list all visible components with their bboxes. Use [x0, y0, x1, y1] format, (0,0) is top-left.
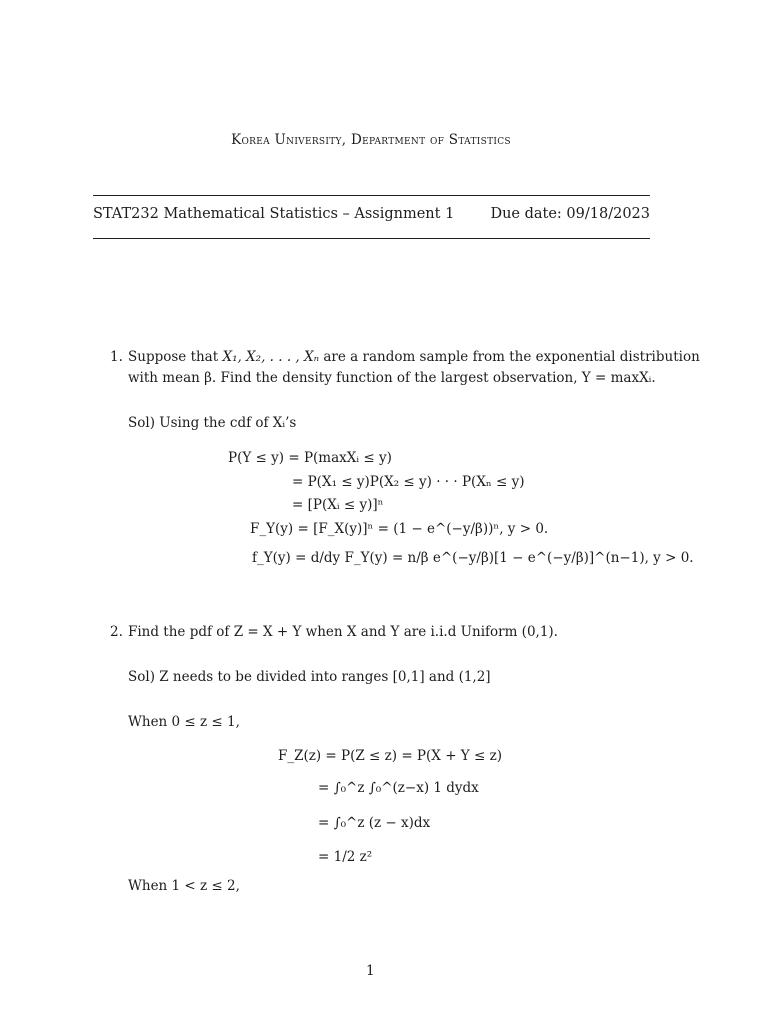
- q1-eq-2: = P(X₁ ≤ y)P(X₂ ≤ y) · · · P(Xₙ ≤ y): [292, 474, 525, 490]
- bottom-rule: [93, 238, 650, 239]
- q1-line1-b: are a random sample from the exponential distribution: [319, 349, 700, 365]
- university-header: Korea University, Department of Statistics: [231, 132, 511, 148]
- q2-case1: When 0 ≤ z ≤ 1,: [128, 714, 240, 730]
- q2-eq-3: = ∫₀^z (z − x)dx: [318, 815, 431, 831]
- q1-line2: with mean β. Find the density function of the largest observation, Y = maxXᵢ.: [128, 370, 656, 386]
- q1-eq-3: = [P(Xᵢ ≤ y)]ⁿ: [292, 497, 384, 513]
- q1-line1: [128, 349, 700, 365]
- due-date: Due date: 09/18/2023: [490, 206, 650, 222]
- q2-case2: When 1 < z ≤ 2,: [128, 878, 240, 894]
- q2-eq-2: = ∫₀^z ∫₀^(z−x) 1 dydx: [318, 780, 479, 796]
- q1-line1-a: Suppose that: [128, 349, 223, 365]
- q2-sol: Sol) Z needs to be divided into ranges [0,1] and (1,2]: [128, 669, 491, 685]
- q2-eq-4: = 1/2 z²: [318, 849, 373, 865]
- course-title: STAT232 Mathematical Statistics – Assignment 1: [93, 206, 455, 222]
- q1-eq-5: f_Y(y) = d/dy F_Y(y) = n/β e^(−y/β)[1 − e^(−y/β)]^(n−1), y > 0.: [252, 550, 694, 566]
- q2-line1: Find the pdf of Z = X + Y when X and Y are i.i.d Uniform (0,1).: [128, 624, 558, 640]
- q1-eq-4: F_Y(y) = [F_X(y)]ⁿ = (1 − e^(−y/β))ⁿ, y > 0.: [250, 521, 549, 537]
- q2-number: 2.: [110, 624, 123, 640]
- page-number: 1: [366, 963, 375, 979]
- q1-sol: Sol) Using the cdf of Xᵢ’s: [128, 415, 297, 431]
- q2-eq-1: F_Z(z) = P(Z ≤ z) = P(X + Y ≤ z): [278, 748, 502, 764]
- q1-line1-vars: X₁, X₂, . . . , Xₙ: [222, 349, 320, 365]
- top-rule: [93, 195, 650, 196]
- q1-eq-1: P(Y ≤ y) = P(maxXᵢ ≤ y): [228, 450, 392, 466]
- q1-number: 1.: [110, 349, 123, 365]
